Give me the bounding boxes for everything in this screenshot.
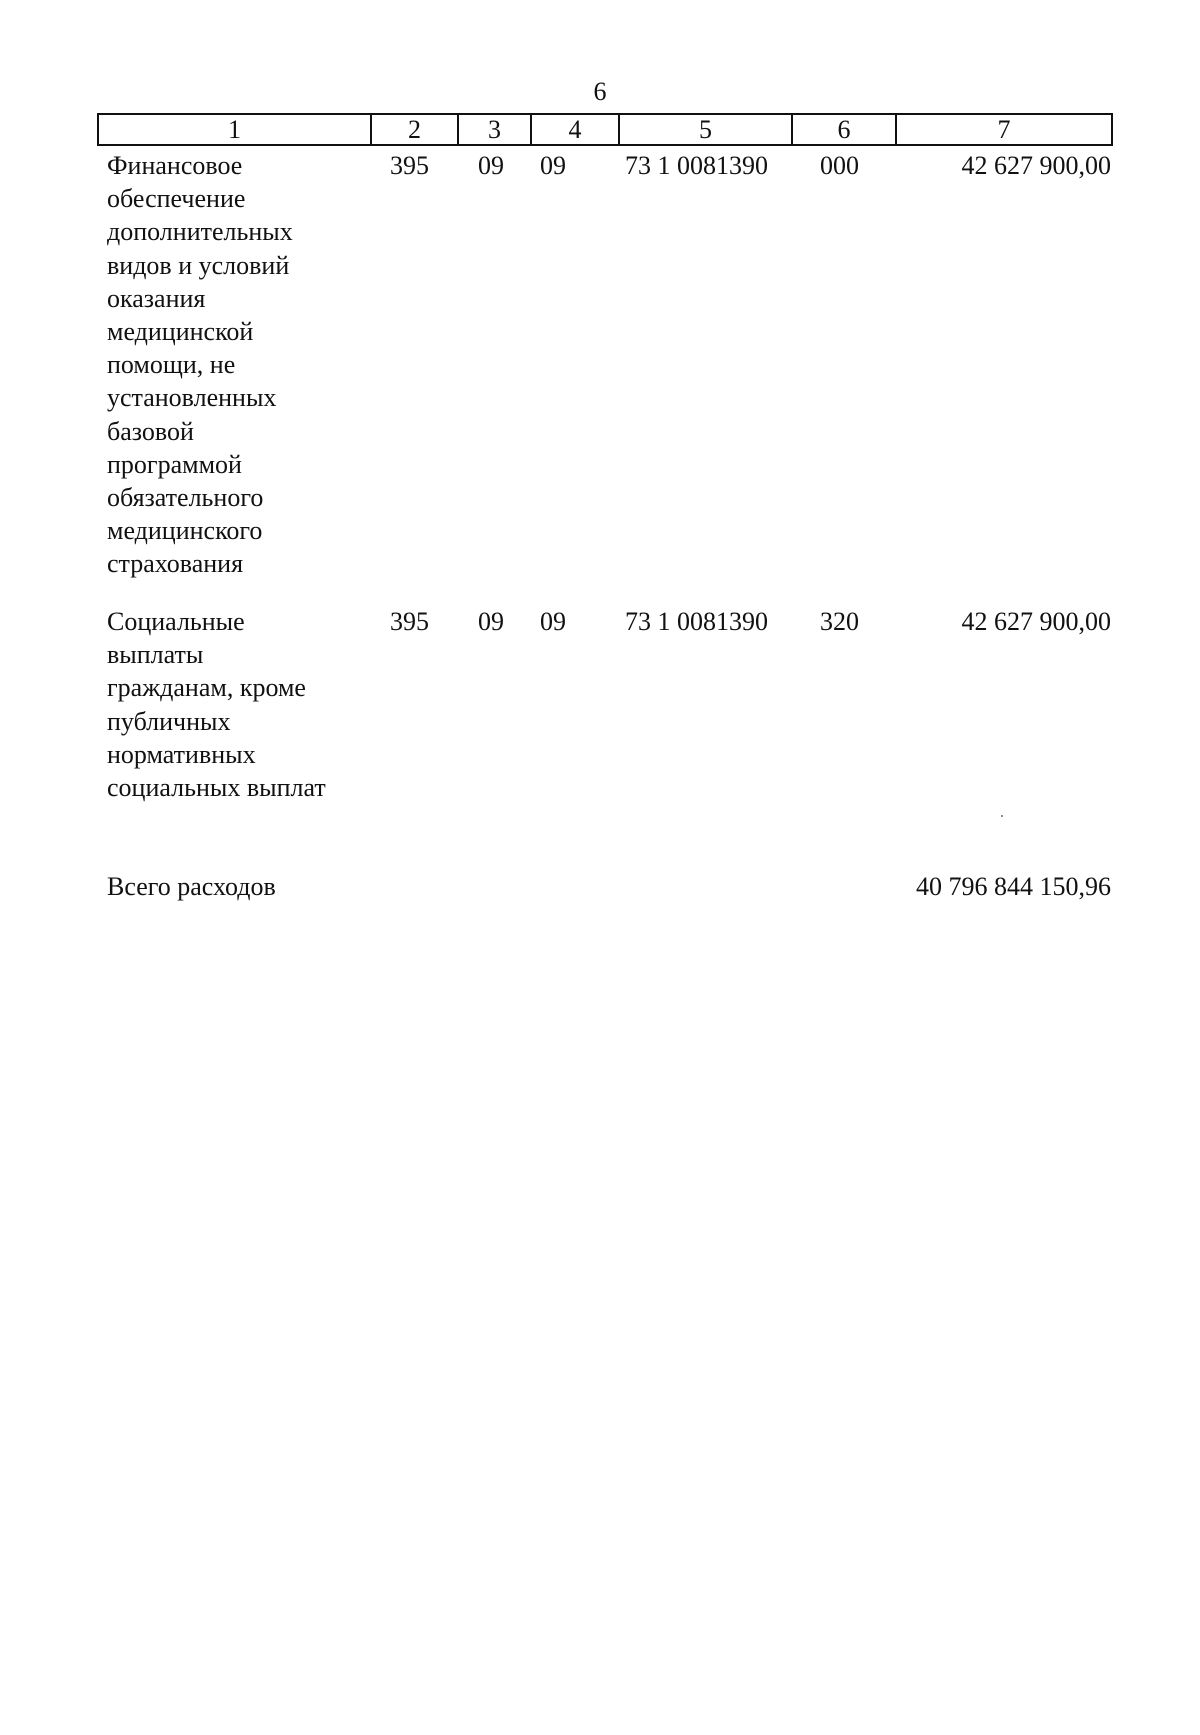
row-description: Финансовое обеспечение дополнительных видов и условий оказания медицинской помощи, не установленных базовой программой обязательного медицинского страхования xyxy=(107,151,293,579)
total-label: Всего расходов xyxy=(107,872,276,901)
row-col-7: 42 627 900,00 xyxy=(961,607,1111,636)
row-col-2: 395 xyxy=(390,151,429,180)
page-number: 6 xyxy=(593,77,607,106)
row-col-5: 73 1 0081390 xyxy=(625,607,768,636)
row-col-7: 42 627 900,00 xyxy=(961,151,1111,180)
row-col-6: 000 xyxy=(820,151,859,180)
header-col-6: 6 xyxy=(837,115,851,144)
header-col-2: 2 xyxy=(408,115,421,144)
header-col-1: 1 xyxy=(228,115,241,144)
header-col-5: 5 xyxy=(699,115,712,144)
row-col-6: 320 xyxy=(820,607,859,636)
row-col-3: 09 xyxy=(478,151,504,180)
row-col-4: 09 xyxy=(540,151,566,180)
table-header xyxy=(97,113,1113,146)
header-col-3: 3 xyxy=(488,115,501,144)
row-col-5: 73 1 0081390 xyxy=(625,151,768,180)
header-col-4: 4 xyxy=(568,115,582,144)
row-col-4: 09 xyxy=(540,607,566,636)
header-col-7: 7 xyxy=(997,115,1011,144)
row-col-2: 395 xyxy=(390,607,429,636)
row-col-3: 09 xyxy=(478,607,504,636)
total-value: 40 796 844 150,96 xyxy=(916,872,1111,901)
scan-speck xyxy=(1001,815,1003,817)
row-description: Социальные выплаты гражданам, кроме публичных нормативных социальных выплат xyxy=(107,607,326,803)
